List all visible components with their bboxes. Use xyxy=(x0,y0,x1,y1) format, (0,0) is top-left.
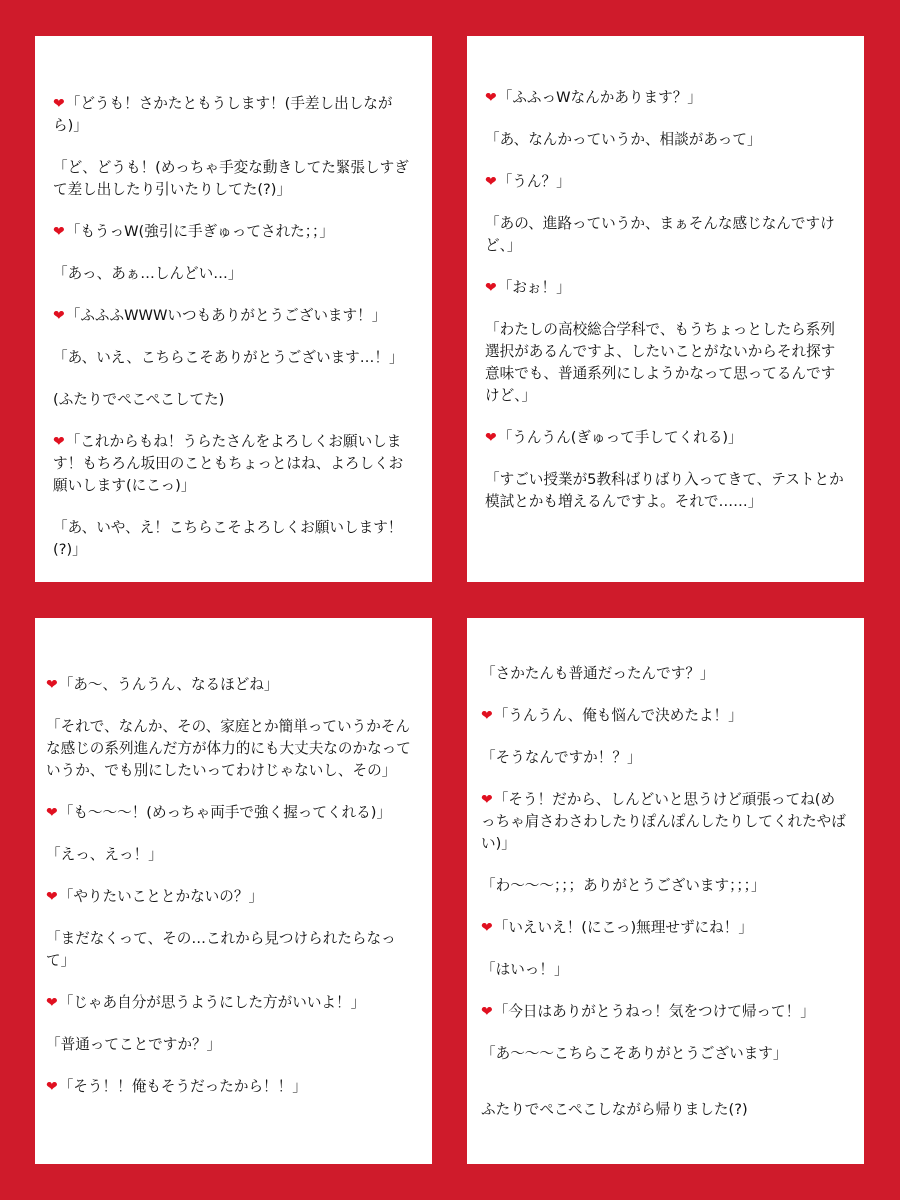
dialogue-line xyxy=(485,469,848,513)
dialogue-text: 「うんうん、俺も悩んで決めたよ！」 xyxy=(493,707,743,724)
dialogue-text: 「これからもね！うらたさんをよろしくお願いします！もちろん坂田のこともちょっとはね、よろしくお願いします(にこっ)」 xyxy=(53,433,404,494)
dialogue-text: 「あの、進路っていうか、まぁそんな感じなんですけど、」 xyxy=(485,215,835,254)
dialogue-text: 「うんうん(ぎゅって手してくれる)」 xyxy=(497,429,743,446)
dialogue-text: 「いえいえ！(にこっ)無理せずにね！」 xyxy=(493,919,753,936)
story-panel-3 xyxy=(35,618,432,1164)
dialogue-text: 「あ〜、うんうん、なるほどね」 xyxy=(58,676,279,693)
dialogue-line xyxy=(53,389,416,411)
dialogue-text: 「今日はありがとうねっ！気をつけて帰って！」 xyxy=(493,1003,815,1020)
dialogue-line xyxy=(46,1076,416,1098)
dialogue-line xyxy=(485,213,848,257)
dialogue-text: 「えっ、えっ！」 xyxy=(46,846,163,863)
heart-icon: ❤ xyxy=(46,805,58,821)
dialogue-text: 「そう！！俺もそうだったから！！」 xyxy=(58,1078,307,1095)
dialogue-text: (ふたりでぺこぺこしてた) xyxy=(53,391,225,408)
dialogue-text: 「さかたんも普通だったんです？」 xyxy=(481,665,715,682)
dialogue-text: 「あ、いえ、こちらこそありがとうございます…！」 xyxy=(53,349,404,366)
dialogue-text: 「わ〜〜〜；；；ありがとうございます；；；」 xyxy=(481,877,766,894)
dialogue-text: 「すごい授業が5教科ばりばり入ってきて、テストとか模試とかも増えるんですよ。それで……」 xyxy=(485,471,844,510)
heart-icon: ❤ xyxy=(46,889,58,905)
dialogue-line xyxy=(46,716,416,782)
dialogue-line xyxy=(481,789,848,855)
dialogue-text: 「ふふっWなんかあります？」 xyxy=(497,89,702,106)
dialogue-line xyxy=(53,93,416,137)
dialogue-line xyxy=(481,959,848,981)
heart-icon: ❤ xyxy=(481,1004,493,1020)
dialogue-line xyxy=(46,674,416,696)
dialogue-line xyxy=(53,157,416,201)
dialogue-line xyxy=(53,431,416,497)
dialogue-text: 「も〜〜〜！(めっちゃ両手で強く握ってくれる)」 xyxy=(58,804,392,821)
dialogue-text: 「どうも！さかたともうします！(手差し出しながら)」 xyxy=(53,95,393,134)
dialogue-line xyxy=(481,705,848,727)
dialogue-line xyxy=(53,347,416,369)
dialogue-text: 「そうなんですか！？」 xyxy=(481,749,642,766)
dialogue-line xyxy=(53,517,416,561)
dialogue-line xyxy=(46,802,416,824)
dialogue-line xyxy=(481,875,848,897)
heart-icon: ❤ xyxy=(485,90,497,106)
dialogue-line xyxy=(53,305,416,327)
dialogue-line xyxy=(485,171,848,193)
dialogue-line xyxy=(46,886,416,908)
dialogue-text: 「じゃあ自分が思うようにした方がいいよ！」 xyxy=(58,994,366,1011)
heart-icon: ❤ xyxy=(46,677,58,693)
dialogue-line xyxy=(53,263,416,285)
heart-icon: ❤ xyxy=(53,224,65,240)
dialogue-line xyxy=(481,917,848,939)
heart-icon: ❤ xyxy=(481,708,493,724)
dialogue-text: 「あ、なんかっていうか、相談があって」 xyxy=(485,131,762,148)
dialogue-text: 「あ〜〜〜こちらこそありがとうございます」 xyxy=(481,1045,788,1062)
heart-icon: ❤ xyxy=(53,96,65,112)
dialogue-line xyxy=(53,221,416,243)
dialogue-text: 「うん？」 xyxy=(497,173,571,190)
dialogue-line xyxy=(46,992,416,1014)
dialogue-text: 「あ、いや、え！こちらこそよろしくお願いします！(?)」 xyxy=(53,519,403,558)
dialogue-line xyxy=(481,1043,848,1065)
dialogue-line xyxy=(481,663,848,685)
dialogue-text: 「おぉ！」 xyxy=(497,279,571,296)
dialogue-text: 「ど、どうも！(めっちゃ手変な動きしてた緊張しすぎて差し出したり引いたりしてた(?)」 xyxy=(53,159,409,198)
dialogue-line xyxy=(485,427,848,449)
dialogue-line xyxy=(485,277,848,299)
dialogue-text: 「ふふふWWWいつもありがとうございます！」 xyxy=(65,307,387,324)
heart-icon: ❤ xyxy=(46,1079,58,1095)
dialogue-text: 「まだなくって、その…これから見つけられたらなって」 xyxy=(46,930,396,969)
dialogue-text: 「もうっW(強引に手ぎゅってされた；；」 xyxy=(65,223,334,240)
dialogue-text: 「わたしの高校総合学科で、もうちょっとしたら系列選択があるんですよ、したいことがないからそれ探す意味でも、普通系列にしようかなって思ってるんですけど、」 xyxy=(485,321,836,404)
dialogue-text: 「はいっ！」 xyxy=(481,961,569,978)
dialogue-line xyxy=(481,1001,848,1023)
heart-icon: ❤ xyxy=(481,792,493,808)
heart-icon: ❤ xyxy=(485,174,497,190)
dialogue-text: 「そう！だから、しんどいと思うけど頑張ってね(めっちゃ肩さわさわしたりぽんぽんしたりしてくれたやばい)」 xyxy=(481,791,846,852)
story-panel-4 xyxy=(467,618,864,1164)
heart-icon: ❤ xyxy=(481,920,493,936)
dialogue-text: 「それで、なんか、その、家庭とか簡単っていうかそんな感じの系列進んだ方が体力的にも大丈夫なのかなっていうか、でも別にしたいってわけじゃないし、その」 xyxy=(46,718,411,779)
story-panel-1 xyxy=(35,36,432,582)
dialogue-text: 「普通ってことですか？」 xyxy=(46,1036,222,1053)
dialogue-text: ふたりでぺこぺこしながら帰りました(?) xyxy=(481,1101,748,1118)
heart-icon: ❤ xyxy=(485,280,497,296)
heart-icon: ❤ xyxy=(485,430,497,446)
dialogue-line xyxy=(485,87,848,109)
heart-icon: ❤ xyxy=(46,995,58,1011)
dialogue-line xyxy=(485,319,848,407)
story-panel-2 xyxy=(467,36,864,582)
dialogue-line xyxy=(46,1034,416,1056)
dialogue-text: 「やりたいこととかないの？」 xyxy=(58,888,264,905)
dialogue-line xyxy=(46,844,416,866)
dialogue-line xyxy=(46,928,416,972)
heart-icon: ❤ xyxy=(53,434,65,450)
dialogue-text: 「あっ、あぁ…しんどい…」 xyxy=(53,265,243,282)
heart-icon: ❤ xyxy=(53,308,65,324)
dialogue-line xyxy=(481,1099,848,1121)
dialogue-line xyxy=(485,129,848,151)
dialogue-line xyxy=(481,747,848,769)
